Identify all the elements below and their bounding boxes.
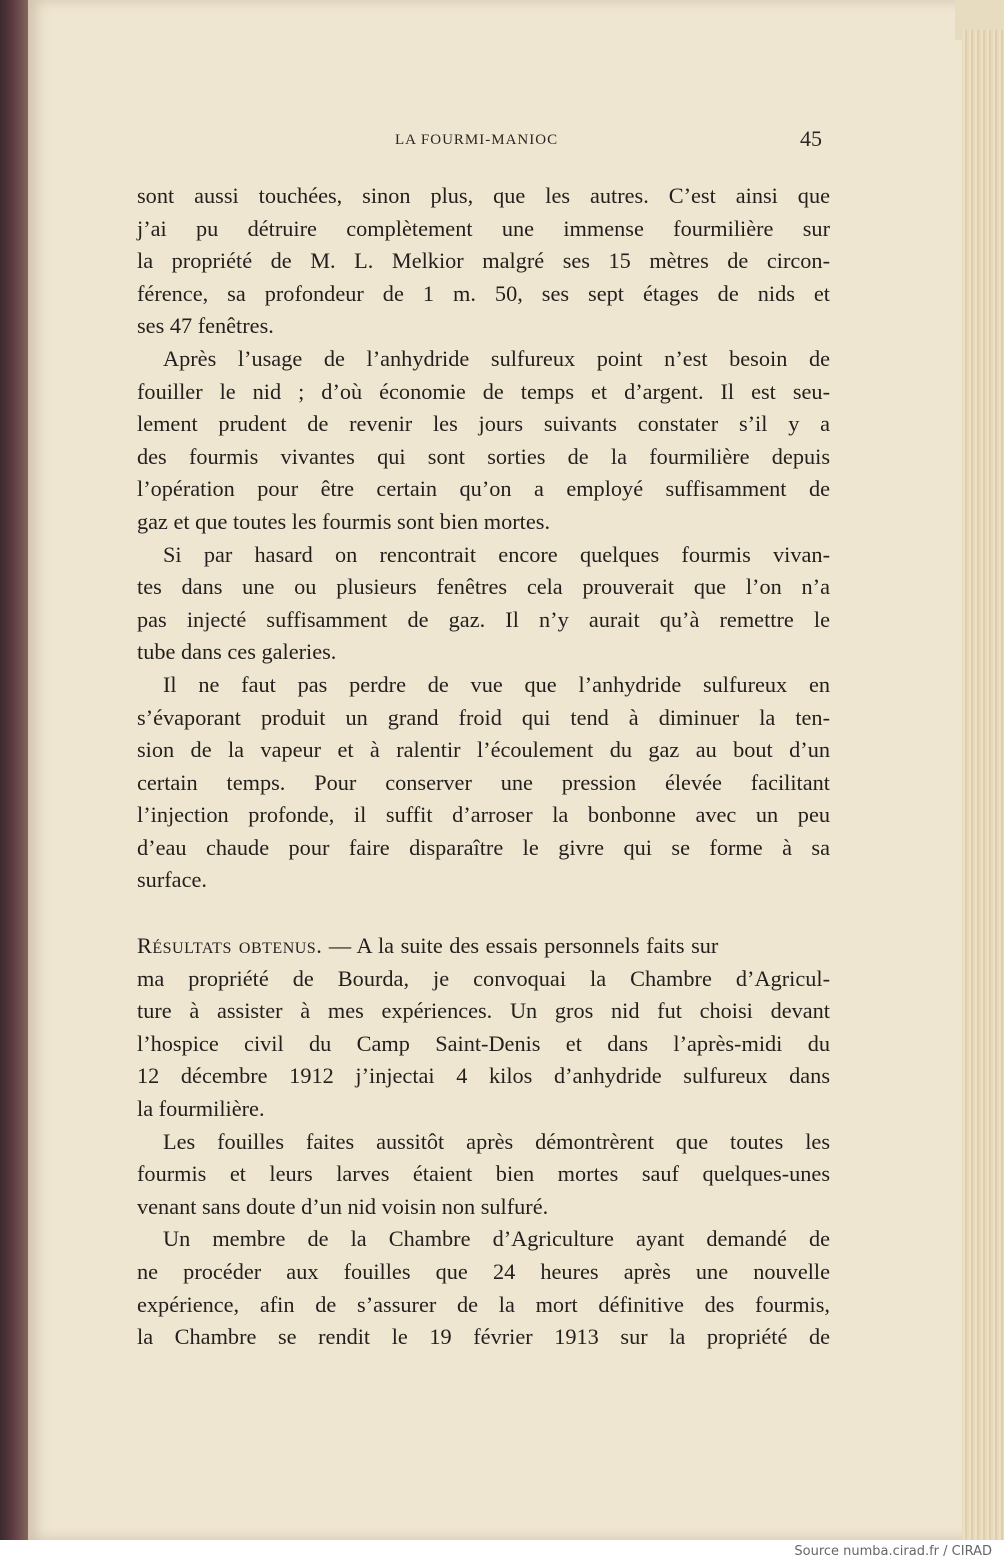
text-line: tes dans une ou plusieurs fenêtres cela prouverait que l’on n’a xyxy=(137,574,830,600)
paragraph xyxy=(137,1223,830,1353)
paragraph xyxy=(137,180,830,343)
paragraph xyxy=(137,1126,830,1224)
text-line: Les fouilles faites aussitôt après démontrèrent que toutes les xyxy=(163,1128,830,1154)
text-line: ture à assister à mes expériences. Un gros nid fut choisi devant xyxy=(137,998,830,1024)
running-title: LA FOURMI-MANIOC xyxy=(395,132,559,148)
text-line: Il ne faut pas perdre de vue que l’anhydride sulfureux en xyxy=(163,671,830,697)
text-line: venant sans doute d’un nid voisin non sulfuré. xyxy=(137,1193,549,1219)
text-line xyxy=(137,930,830,963)
text-line: tube dans ces galeries. xyxy=(137,639,337,665)
text-line: expérience, afin de s’assurer de la mort définitive des fourmis, xyxy=(137,1291,830,1317)
paragraph xyxy=(137,930,830,1126)
paragraph-gap xyxy=(137,897,830,930)
text-line: sion de la vapeur et à ralentir l’écoulement du gaz au bout d’un xyxy=(137,737,830,763)
page-edges xyxy=(962,30,1004,1540)
text-line: 12 décembre 1912 j’injectai 4 kilos d’anhydride sulfureux dans xyxy=(137,1063,830,1089)
paragraph xyxy=(137,669,830,897)
page-number: 45 xyxy=(800,126,822,151)
text-line: la propriété de M. L. Melkior malgré ses 15 mètres de circon- xyxy=(137,248,830,274)
text-line: pas injecté suffisamment de gaz. Il n’y aurait qu’à remettre le xyxy=(137,606,830,632)
text-line: surface. xyxy=(137,867,207,893)
book-binding xyxy=(0,0,30,1540)
text-line: lement prudent de revenir les jours suivants constater s’il y a xyxy=(137,411,830,437)
body-text xyxy=(137,180,830,1354)
source-credit: Source numba.cirad.fr / CIRAD xyxy=(794,1544,992,1559)
text-line: fourmis et leurs larves étaient bien mortes sauf quelques-unes xyxy=(137,1161,830,1187)
text-line: la Chambre se rendit le 19 février 1913 sur la propriété de xyxy=(137,1324,830,1350)
text-line: Si par hasard on rencontrait encore quelques fourmis vivan- xyxy=(163,541,830,567)
section-lead: Résultats obtenus. xyxy=(137,933,323,959)
text-line: sont aussi touchées, sinon plus, que les autres. C’est ainsi que xyxy=(137,183,830,208)
text-line: ses 47 fenêtres. xyxy=(137,313,274,339)
text-line: d’eau chaude pour faire disparaître le givre qui se forme à sa xyxy=(137,834,830,860)
text-line: ne procéder aux fouilles que 24 heures après une nouvelle xyxy=(137,1259,830,1284)
paragraph xyxy=(137,343,830,539)
text-line: s’évaporant produit un grand froid qui tend à diminuer la ten- xyxy=(137,704,830,730)
text-line: Après l’usage de l’anhydride sulfureux point n’est besoin de xyxy=(163,345,830,371)
text-line: gaz et que toutes les fourmis sont bien mortes. xyxy=(137,508,551,534)
paragraph xyxy=(137,539,830,669)
text-line: des fourmis vivantes qui sont sorties de la fourmilière depuis xyxy=(137,443,830,469)
text-line-rest: — A la suite des essais personnels faits sur xyxy=(322,933,719,959)
text-line: férence, sa profondeur de 1 m. 50, ses sept étages de nids et xyxy=(137,280,830,306)
text-line: j’ai pu détruire complètement une immense fourmilière sur xyxy=(137,215,830,241)
text-line: l’injection profonde, il suffit d’arroser la bonbonne avec un peu xyxy=(137,802,830,828)
text-line: fouiller le nid ; d’où économie de temps et d’argent. Il est seu- xyxy=(137,378,830,404)
text-line: la fourmilière. xyxy=(137,1096,265,1122)
text-line: l’hospice civil du Camp Saint-Denis et dans l’après-midi du xyxy=(137,1030,830,1056)
text-line: Un membre de la Chambre d’Agriculture ayant demandé de xyxy=(163,1226,830,1252)
text-line: certain temps. Pour conserver une pression élevée facilitant xyxy=(137,769,830,795)
text-line: ma propriété de Bourda, je convoquai la Chambre d’Agricul- xyxy=(137,965,830,991)
text-line: l’opération pour être certain qu’on a employé suffisamment de xyxy=(137,476,830,502)
